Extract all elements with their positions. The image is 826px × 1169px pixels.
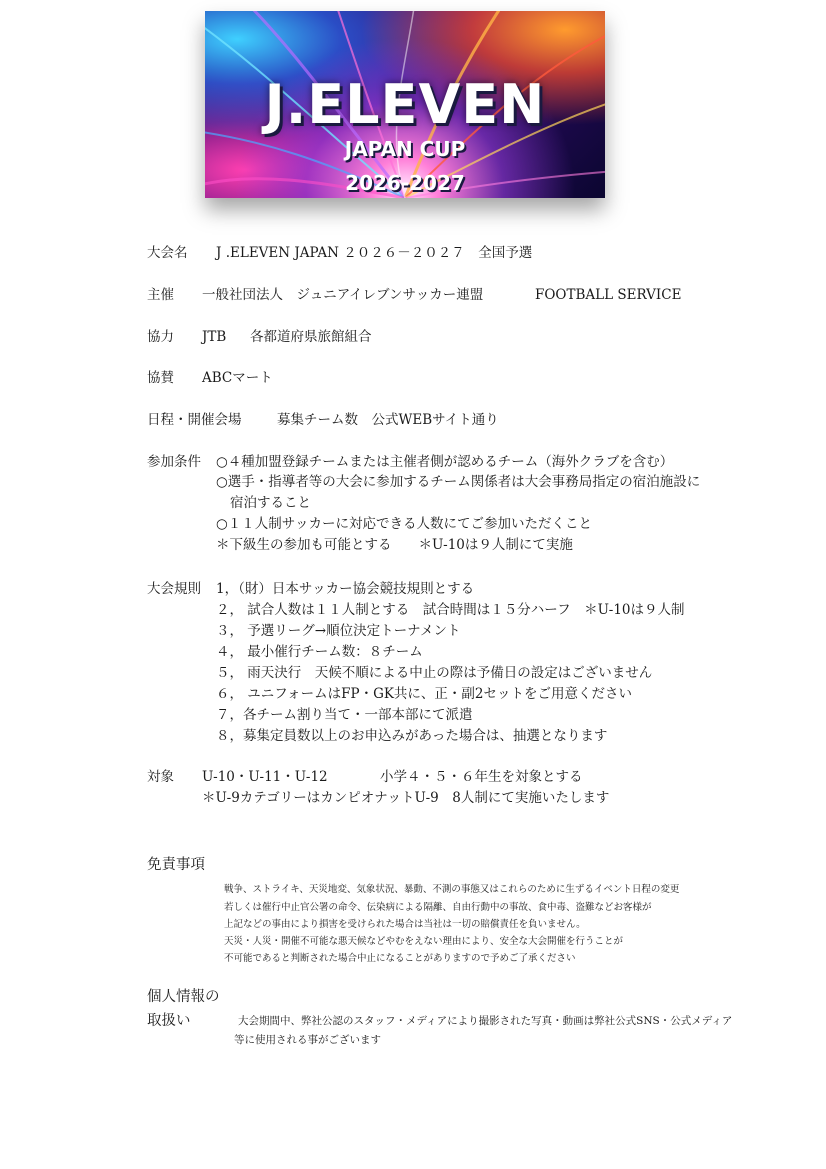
target-value: U-10・U-11・U-12 bbox=[202, 769, 328, 785]
condition-line: 宿泊すること bbox=[230, 495, 311, 511]
row-value-organizer-2: FOOTBALL SERVICE bbox=[535, 287, 682, 303]
target-note: ＊U-9カテゴリーはカンピオナットU-9 8人制にて実施いたします bbox=[202, 790, 610, 806]
rule-line: 1，（財）日本サッカー協会競技規則とする bbox=[216, 581, 475, 597]
row-value-organizer: 一般社団法人 ジュニアイレブンサッカー連盟 bbox=[202, 287, 484, 303]
banner-subtitle: JAPAN CUP bbox=[344, 137, 466, 161]
row-label-schedule: 日程・開催会場 bbox=[147, 412, 242, 428]
privacy-heading-line2: 取扱い bbox=[147, 1013, 191, 1029]
row-value-schedule: 募集チーム数 公式WEBサイト通り bbox=[277, 412, 499, 428]
target-label: 対象 bbox=[147, 769, 174, 785]
rule-line: ６， ユニフォームはFP・GK共に、正・副2セットをご用意ください bbox=[216, 686, 633, 702]
row-label-sponsor: 協賛 bbox=[147, 370, 174, 386]
disclaimer-line: 若しくは催行中止官公署の命令、伝染病による隔離、自由行動中の事故、食中毒、盗難などお客様が bbox=[224, 902, 652, 913]
rule-line: ５， 雨天決行 天候不順による中止の際は予備日の設定はございません bbox=[216, 665, 653, 681]
rule-line: ２， 試合人数は１１人制とする 試合時間は１５分ハーフ ＊U-10は９人制 bbox=[216, 602, 685, 618]
condition-line: ○選手・指導者等の大会に参加するチーム関係者は大会事務局指定の宿泊施設に bbox=[216, 474, 701, 490]
disclaimer-line: 上記などの事由により損害を受けられた場合は当社は一切の賠償責任を負いません。 bbox=[224, 919, 586, 930]
rule-line: ７，各チーム割り当て・一部本部にて派遣 bbox=[216, 707, 473, 723]
rule-line: ４， 最小催行チーム数：８チーム bbox=[216, 644, 423, 660]
disclaimer-line: 天災・人災・開催不可能な悪天候などやむをえない理由により、安全な大会開催を行うことが bbox=[224, 936, 624, 947]
event-banner bbox=[205, 11, 605, 198]
privacy-line: 大会期間中、弊社公認のスタッフ・メディアにより撮影された写真・動画は弊社公式SNS・公式メディア bbox=[238, 1015, 733, 1027]
row-value-event-name: J .ELEVEN JAPAN ２０２６－２０２７ 全国予選 bbox=[216, 245, 533, 261]
disclaimer-heading: 免責事項 bbox=[147, 857, 205, 873]
row-label-event-name: 大会名 bbox=[147, 245, 188, 261]
banner-year: 2026-2027 bbox=[345, 171, 465, 195]
row-label-cooperation: 協力 bbox=[147, 329, 174, 345]
condition-line: ○１１人制サッカーに対応できる人数にてご参加いただくこと bbox=[216, 516, 593, 532]
rule-line: ８，募集定員数以上のお申込みがあった場合は、抽選となります bbox=[216, 728, 608, 744]
privacy-line: 等に使用される事がございます bbox=[234, 1034, 381, 1046]
disclaimer-line: 戦争、ストライキ、天災地変、気象状況、暴動、不測の事態又はこれらのために生ずるイベント日程の変更 bbox=[224, 884, 680, 895]
row-label-organizer: 主催 bbox=[147, 287, 174, 303]
row-value-sponsor: ABCマート bbox=[202, 370, 273, 386]
row-value-cooperation: JTB bbox=[202, 329, 227, 345]
rule-line: ３， 予選リーグ→順位決定トーナメント bbox=[216, 623, 461, 639]
target-detail: 小学４・５・６年生を対象とする bbox=[380, 769, 583, 785]
privacy-heading-line1: 個人情報の bbox=[147, 989, 220, 1005]
condition-line: ＊下級生の参加も可能とする ＊U-10は９人制にて実施 bbox=[216, 537, 573, 553]
disclaimer-line: 不可能であると判断された場合中止になることがありますので予めご了承ください bbox=[224, 953, 576, 964]
rules-label: 大会規則 bbox=[147, 581, 201, 597]
conditions-label: 参加条件 bbox=[147, 454, 201, 470]
condition-line: ○４種加盟登録チームまたは主催者側が認めるチーム（海外クラブを含む） bbox=[216, 454, 674, 470]
row-value-cooperation-2: 各都道府県旅館組合 bbox=[250, 329, 372, 345]
banner-title: J.ELEVEN bbox=[264, 73, 546, 136]
